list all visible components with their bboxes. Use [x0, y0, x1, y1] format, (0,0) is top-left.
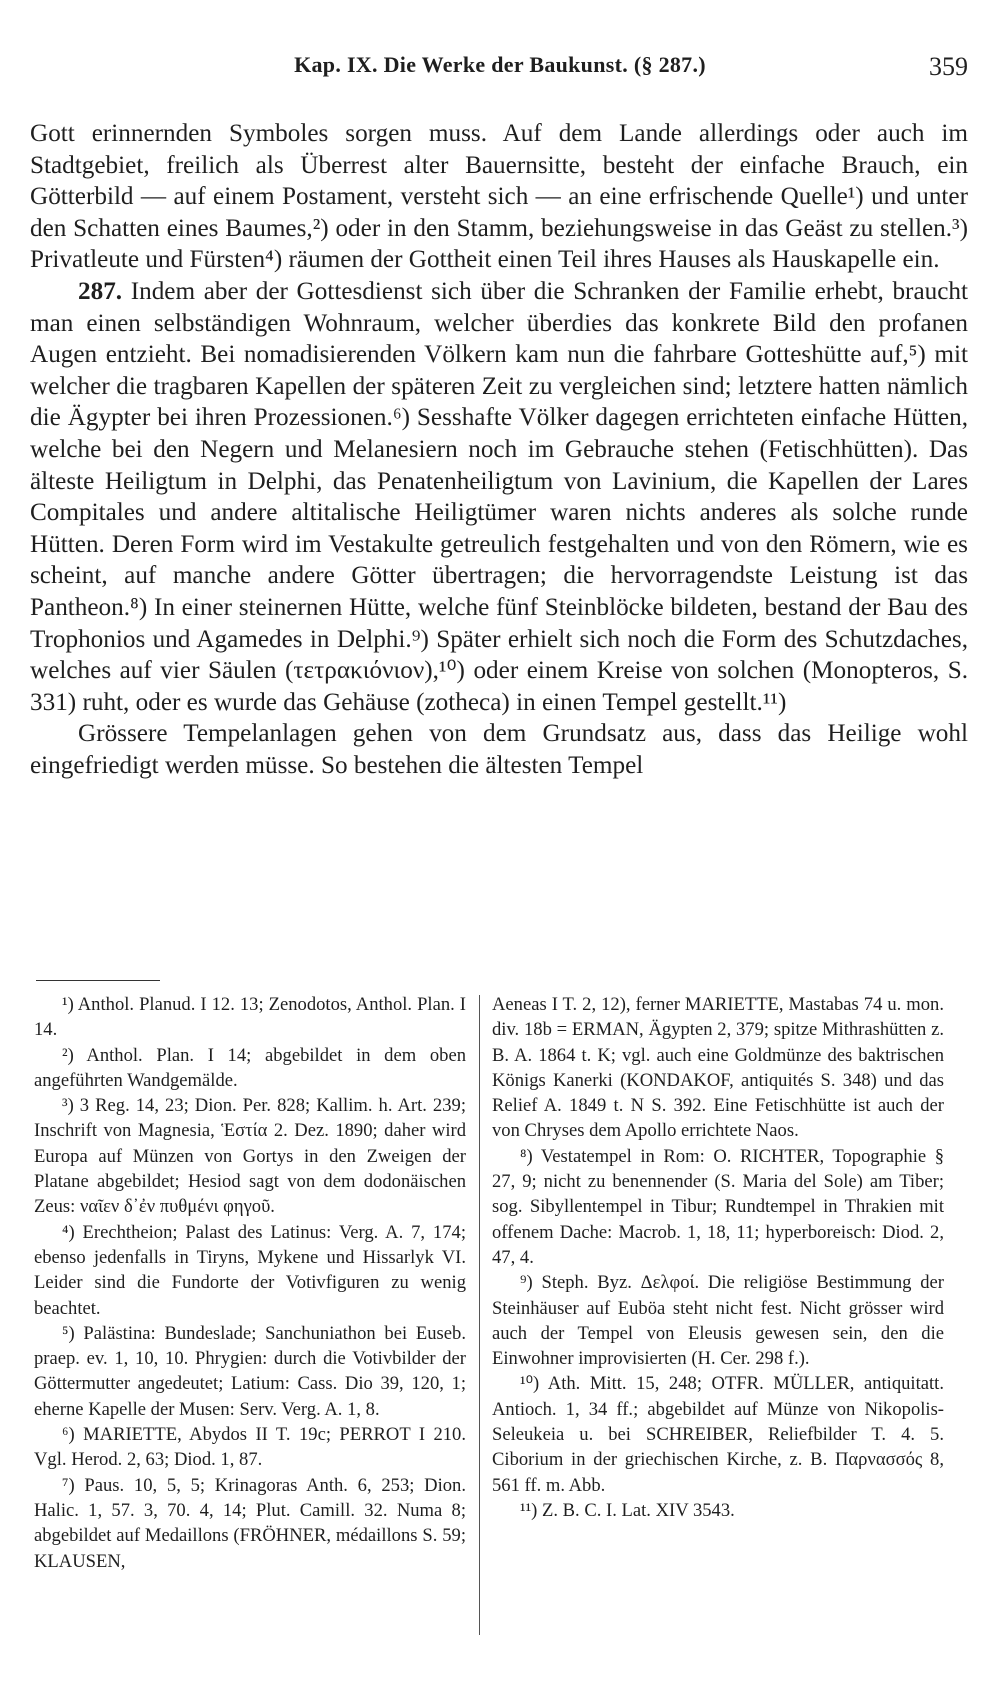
- footnote-5: ⁵) Palästina: Bundeslade; Sanchuniathon bei Euseb. praep. ev. 1, 10, 10. Phrygien: durch die Votivbilder der Göttermutter angedeutet; Latium: Cass. Dio 39, 120, 1; eherne Kapelle der Musen: Serv. Verg. A. 1, 8.: [34, 1322, 466, 1420]
- footnote-2: ²) Anthol. Plan. I 14; abgebildet in dem oben angeführten Wandgemälde.: [34, 1044, 466, 1091]
- footnote-11: ¹¹) Z. B. C. I. Lat. XIV 3543.: [520, 1499, 735, 1521]
- footnote-7: ⁷) Paus. 10, 5, 5; Krinagoras Anth. 6, 253; Dion. Halic. 1, 57. 3, 70. 4, 14; Plut. Camill. 32. Numa 8; abgebildet auf Medaillons (FRÖHNER, médaillons S. 59; KLAUSEN,: [34, 1474, 466, 1572]
- paragraph-section-287: [30, 276, 968, 718]
- footnote-3: ³) 3 Reg. 14, 23; Dion. Per. 828; Kallim. h. Art. 239; Inschrift von Magnesia, Ἑστία 2. Dez. 1890; daher wird Europa auf Münzen von Gortys in den Zweigen der Platane abgebildet; Hesiod sagt von dem dodonäischen Zeus: ναῖεν δ᾽ἐν πυθμένι φηγοῦ.: [34, 1095, 466, 1218]
- footnote-divider: [36, 980, 160, 981]
- paragraph-continued: Gott erinnernden Symboles sorgen muss. Auf dem Lande allerdings oder auch im Stadtgebiet, freilich als Überrest alter Bauernsitte, besteht der einfache Brauch, ein Götterbild — auf einem Postament, versteht sich — an eine erfrischende Quelle¹) und unter den Schatten eines Baumes,²) oder in den Stamm, beziehungsweise in das Geäst zu stellen.³) Privatleute und Fürsten⁴) räumen der Gottheit einen Teil ihres Hauses als Hauskapelle ein.: [30, 120, 968, 274]
- footnote-7-continued: Aeneas I T. 2, 12), ferner MARIETTE, Mastabas 74 u. mon. div. 18b = ERMAN, Ägypten 2, 379; spitze Mithrashütten z. B. A. 1864 t. K; vgl. auch eine Goldmünze des baktrischen Königs Kanerki (KONDAKOF, antiquités S. 348) und das Relief A. 1849 t. N S. 392. Eine Fetischhütte ist auch der von Chryses dem Apollo errichtete Naos.: [492, 994, 944, 1142]
- footnote-10: ¹⁰) Ath. Mitt. 15, 248; OTFR. MÜLLER, antiquitatt. Antioch. 1, 34 ff.; abgebildet auf Münze von Nikopolis-Seleukeia u. bei SCHREIBER, Reliefbilder T. 4. 5. Ciborium in der griechischen Kirche, z. B. Παρνασσός 8, 561 ff. m. Abb.: [492, 1373, 944, 1496]
- running-header: [30, 44, 970, 84]
- footnote-8: ⁸) Vestatempel in Rom: O. RICHTER, Topographie § 27, 9; nicht zu benennender (S. Maria del Sole) am Tiber; sog. Sibyllentempel in Tibur; Rundtempel in Thrakien mit offenem Dache: Macrob. 1, 18, 11; hyperboreisch: Diod. 2, 47, 4.: [492, 1145, 944, 1268]
- paragraph-text: Indem aber der Gottesdienst sich über die Schranken der Familie erhebt, braucht man einen selbständigen Wohnraum, welcher überdies das konkrete Bild den profanen Augen entzieht. Bei nomadisierenden Völkern kam nun die fahrbare Gotteshütte auf,⁵) mit welcher die tragbaren Kapellen der späteren Zeit zu vergleichen sind; letztere hatten nämlich die Ägypter bei ihren Prozessionen.⁶) Sesshafte Völker dagegen errichteten einfache Hütten, welche bei den Negern und Melanesiern noch im Gebrauche stehen (Fetischhütten). Das älteste Heiligtum in Delphi, das Penatenheiligtum von Lavinium, die Kapellen der Lares Compitales und andere altitalische Heiligtümer waren nichts anderes als solche runde Hütten. Deren Form wird im Vestakulte getreulich festgehalten und von den Römern, wie es scheint, auf manche andere Götter übertragen; die hervorragendste Leistung ist das Pantheon.⁸) In einer steinernen Hütte, welche fünf Steinblöcke bildeten, bestand der Bau des Trophonios und Agamedes in Delphi.⁹) Später erhielt sich noch die Form des Schutzdaches, welches auf vier Säulen (τετρακιόνιον),¹⁰) oder einem Kreise von solchen (Monopteros, S. 331) ruht, oder es wurde das Gehäuse (zotheca) in einen Tempel gestellt.¹¹): [30, 277, 968, 716]
- page-number: 359: [929, 52, 968, 81]
- main-text: [30, 118, 968, 781]
- footnote-4: ⁴) Erechtheion; Palast des Latinus: Verg. A. 7, 174; ebenso jedenfalls in Tiryns, Mykene und Hissarlyk VI. Leider sind die Fundorte der Votivfiguren zu wenig beachtet.: [34, 1221, 466, 1319]
- footnote-6: ⁶) MARIETTE, Abydos II T. 19c; PERROT I 210. Vgl. Herod. 2, 63; Diod. 1, 87.: [34, 1424, 466, 1471]
- footnote-column-rule: [479, 995, 480, 1635]
- paragraph-temples: Grössere Tempelanlagen gehen von dem Grundsatz aus, dass das Heilige wohl eingefriedigt werden müsse. So bestehen die ältesten Tempel: [30, 720, 968, 779]
- section-number: 287.: [78, 277, 123, 305]
- chapter-title: Kap. IX. Die Werke der Baukunst. (§ 287.): [294, 52, 706, 77]
- footnote-1: ¹) Anthol. Planud. I 12. 13; Zenodotos, Anthol. Plan. I 14.: [34, 994, 466, 1041]
- footnotes-left-column: [34, 992, 466, 1574]
- footnotes-right-column: [492, 992, 944, 1523]
- footnote-9: ⁹) Steph. Byz. Δελφοί. Die religiöse Bestimmung der Steinhäuser auf Euböa steht nicht fest. Nicht grösser wird auch der Tempel von Eleusis gewesen sein, den die Einwohner improvisierten (H. Cer. 298 f.).: [492, 1272, 944, 1370]
